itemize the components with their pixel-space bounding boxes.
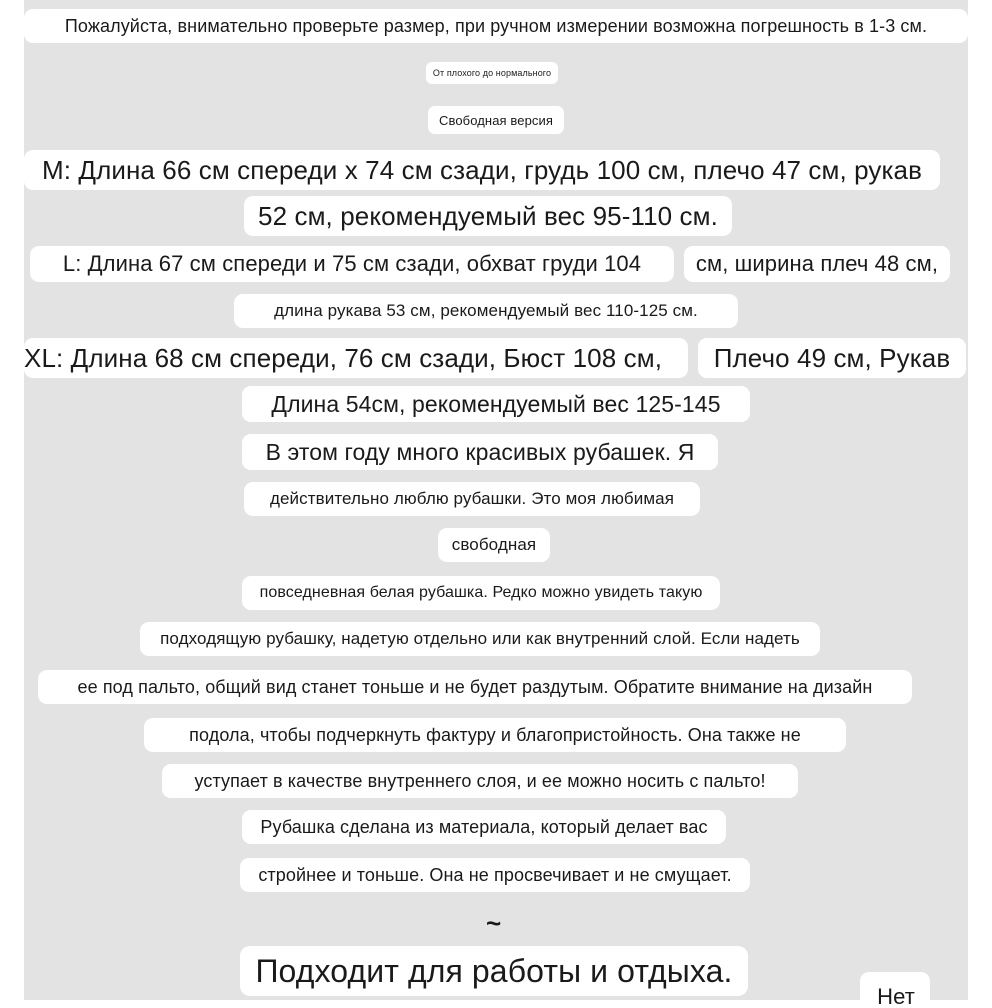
- description-line-5: подходящую рубашку, надетую отдельно или как внутренний слой. Если надеть: [140, 622, 820, 656]
- size-l-line-2: длина рукава 53 см, рекомендуемый вес 110-125 см.: [234, 294, 738, 328]
- description-line-2: действительно люблю рубашки. Это моя любимая: [244, 482, 700, 516]
- size-xl-line-2: Длина 54см, рекомендуемый вес 125-145: [242, 386, 750, 422]
- cutoff-label: Нет: [860, 972, 930, 1008]
- description-line-10: стройнее и тоньше. Она не просвечивает и не смущает.: [240, 858, 750, 892]
- usage-headline: Подходит для работы и отдыха.: [240, 946, 748, 996]
- quality-note-line: От плохого до нормального: [426, 62, 558, 84]
- description-line-9: Рубашка сделана из материала, который делает вас: [242, 810, 726, 844]
- description-line-1: В этом году много красивых рубашек. Я: [242, 434, 718, 470]
- size-l-line-1a: L: Длина 67 см спереди и 75 см сзади, обхват груди 104: [30, 246, 674, 282]
- description-line-3: свободная: [438, 528, 550, 562]
- tilde-separator: ~: [486, 908, 502, 938]
- size-xl-line-1b: Плечо 49 см, Рукав: [698, 338, 966, 378]
- description-line-4: повседневная белая рубашка. Редко можно увидеть такую: [242, 576, 720, 610]
- size-warning-line: Пожалуйста, внимательно проверьте размер, при ручном измерении возможна погрешность в 1-3 см.: [24, 9, 968, 43]
- size-l-line-1b: см, ширина плеч 48 см,: [684, 246, 950, 282]
- free-version-line: Свободная версия: [428, 106, 564, 134]
- description-line-6: ее под пальто, общий вид станет тоньше и не будет раздутым. Обратите внимание на дизайн: [38, 670, 912, 704]
- size-xl-line-1a: XL: Длина 68 см спереди, 76 см сзади, Бюст 108 см,: [24, 338, 688, 378]
- size-m-line-2: 52 см, рекомендуемый вес 95-110 см.: [244, 196, 732, 236]
- description-line-7: подола, чтобы подчеркнуть фактуру и благопристойность. Она также не: [144, 718, 846, 752]
- size-m-line-1: M: Длина 66 см спереди x 74 см сзади, грудь 100 см, плечо 47 см, рукав: [24, 150, 940, 190]
- description-line-8: уступает в качестве внутреннего слоя, и ее можно носить с пальто!: [162, 764, 798, 798]
